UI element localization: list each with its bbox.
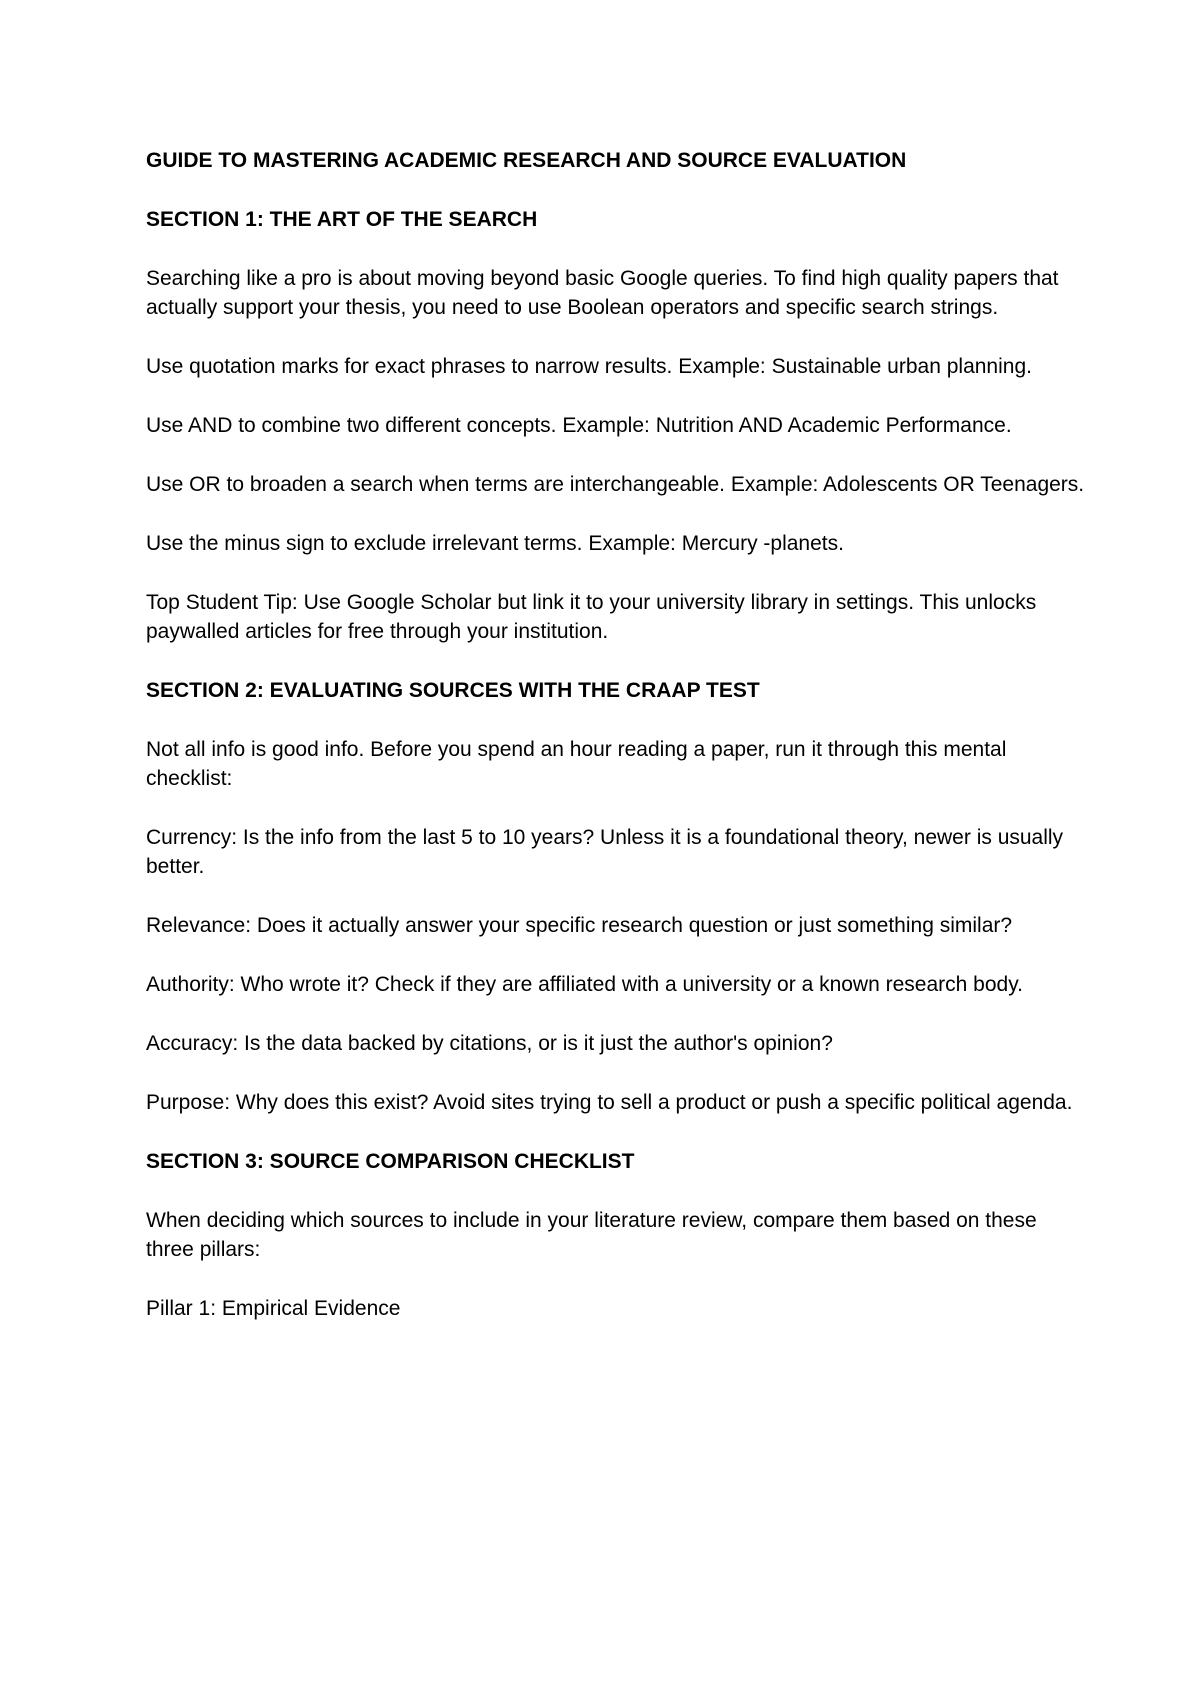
document-title: GUIDE TO MASTERING ACADEMIC RESEARCH AND SOURCE EVALUATION [146,149,907,172]
section-2-item: Purpose: Why does this exist? Avoid sites trying to sell a product or push a specific political agenda. [146,1091,1073,1114]
section-1-tip: Top Student Tip: Use Google Scholar but link it to your university library in settings. This unlocks paywalled articles for free through your institution. [146,591,1037,643]
section-1-item: Use the minus sign to exclude irrelevant terms. Example: Mercury -planets. [146,532,844,555]
section-2-item: Authority: Who wrote it? Check if they are affiliated with a university or a known research body. [146,973,1023,996]
section-1-item: Use AND to combine two different concepts. Example: Nutrition AND Academic Performance. [146,414,1012,437]
section-2-item: Accuracy: Is the data backed by citations, or is it just the author's opinion? [146,1032,833,1055]
section-3-item: Pillar 1: Empirical Evidence [146,1297,401,1320]
section-1-item: Use OR to broaden a search when terms are interchangeable. Example: Adolescents OR Teenagers. [146,473,1085,496]
document-body [146,146,1086,1353]
section-1-item: Use quotation marks for exact phrases to narrow results. Example: Sustainable urban planning. [146,355,1032,378]
section-3-heading: SECTION 3: SOURCE COMPARISON CHECKLIST [146,1150,635,1173]
section-2-heading: SECTION 2: EVALUATING SOURCES WITH THE CRAAP TEST [146,679,760,702]
section-1-heading: SECTION 1: THE ART OF THE SEARCH [146,208,538,231]
section-2-item: Currency: Is the info from the last 5 to 10 years? Unless it is a foundational theory, newer is usually better. [146,826,1064,878]
section-3-intro: When deciding which sources to include in your literature review, compare them based on these three pillars: [146,1209,1037,1261]
section-2-item: Relevance: Does it actually answer your specific research question or just something similar? [146,914,1013,937]
section-2-intro: Not all info is good info. Before you spend an hour reading a paper, run it through this mental checklist: [146,738,1007,790]
section-1-intro: Searching like a pro is about moving beyond basic Google queries. To find high quality papers that actually support your thesis, you need to use Boolean operators and specific search strings. [146,267,1059,319]
